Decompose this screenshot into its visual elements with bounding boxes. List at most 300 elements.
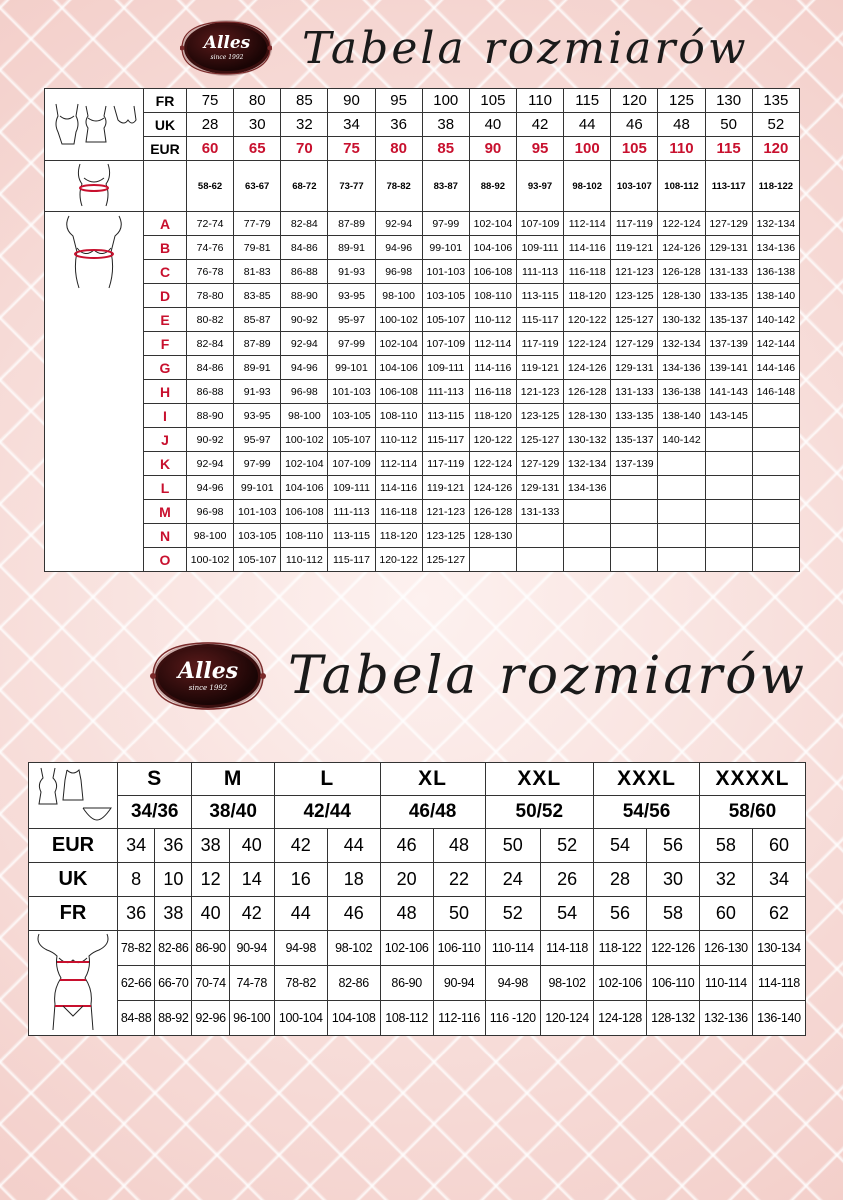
bust-value: 102-104 [469, 212, 516, 236]
bust-value: 136-138 [752, 260, 799, 284]
size-letter: M [192, 763, 274, 796]
bust-value: 127-129 [611, 332, 658, 356]
size-value: 75 [187, 89, 234, 113]
bust-value: 134-136 [658, 356, 705, 380]
size-letter: XXXL [594, 763, 700, 796]
briefs-size-table [28, 762, 806, 1036]
bust-value: 133-135 [705, 284, 752, 308]
size-value: 115 [564, 89, 611, 113]
bust-value: 110-112 [469, 308, 516, 332]
bust-value: 123-125 [516, 404, 563, 428]
bust-value: 100-102 [281, 428, 328, 452]
bust-value: 132-134 [752, 212, 799, 236]
lingerie-icon [48, 98, 140, 148]
cup-row [45, 524, 800, 548]
empty-cell [144, 161, 187, 212]
bust-value: 79-81 [234, 236, 281, 260]
bust-value: 98-100 [281, 404, 328, 428]
measurement-value: 106-110 [433, 931, 485, 966]
size-value: 52 [541, 829, 594, 863]
bust-value: 143-145 [705, 404, 752, 428]
bust-value: 121-123 [422, 500, 469, 524]
size-value: 130 [705, 89, 752, 113]
size-row-eur [29, 829, 806, 863]
bust-value: 134-136 [752, 236, 799, 260]
measurement-value: 124-128 [594, 1001, 647, 1036]
bust-value: 100-102 [375, 308, 422, 332]
bust-value: 108-110 [469, 284, 516, 308]
cup-row [45, 284, 800, 308]
bust-value: 107-109 [328, 452, 375, 476]
bust-value [752, 452, 799, 476]
bust-value [658, 452, 705, 476]
body-measure-icon [33, 932, 113, 1032]
row-label: UK [29, 863, 118, 897]
size-row-uk [29, 863, 806, 897]
measurement-value: 98-102 [541, 966, 594, 1001]
bust-value: 120-122 [375, 548, 422, 572]
section1-title: Tabela rozmiarów [302, 22, 749, 74]
bust-value: 77-79 [234, 212, 281, 236]
bust-value: 84-86 [187, 356, 234, 380]
bust-value: 136-138 [658, 380, 705, 404]
bust-value: 114-116 [469, 356, 516, 380]
section1-header [180, 20, 749, 76]
measurement-value: 66-70 [155, 966, 192, 1001]
bust-value: 132-134 [658, 332, 705, 356]
bust-value: 125-127 [611, 308, 658, 332]
size-value: 65 [234, 137, 281, 161]
bust-value: 111-113 [516, 260, 563, 284]
bust-value: 118-120 [564, 284, 611, 308]
size-value: 14 [229, 863, 274, 897]
bust-value: 126-128 [469, 500, 516, 524]
underbust-value: 78-82 [375, 161, 422, 212]
size-value: 70 [281, 137, 328, 161]
section2-title: Tabela rozmiarów [288, 646, 808, 706]
measurement-value: 136-140 [752, 1001, 805, 1036]
measurement-row [29, 1001, 806, 1036]
cup-row [45, 380, 800, 404]
bust-value: 131-133 [705, 260, 752, 284]
bust-value [752, 548, 799, 572]
size-value: 105 [611, 137, 658, 161]
measurement-row [29, 966, 806, 1001]
bust-value: 104-106 [281, 476, 328, 500]
measurement-value: 84-88 [118, 1001, 155, 1036]
bust-value: 109-111 [328, 476, 375, 500]
bust-value: 92-94 [375, 212, 422, 236]
bust-value: 106-108 [469, 260, 516, 284]
bust-measure-icon [59, 212, 129, 292]
bust-value: 88-90 [281, 284, 328, 308]
cup-label: D [144, 284, 187, 308]
size-value: 20 [380, 863, 433, 897]
measurement-value: 90-94 [433, 966, 485, 1001]
size-value: 38 [192, 829, 229, 863]
bust-value: 128-130 [658, 284, 705, 308]
size-value: 90 [469, 137, 516, 161]
size-value: 36 [375, 113, 422, 137]
bust-value [752, 476, 799, 500]
size-row-fr [29, 897, 806, 931]
cup-label: A [144, 212, 187, 236]
size-value: 46 [380, 829, 433, 863]
bust-value: 95-97 [234, 428, 281, 452]
bust-value: 85-87 [234, 308, 281, 332]
size-value: 115 [705, 137, 752, 161]
bust-value [705, 428, 752, 452]
size-value: 28 [187, 113, 234, 137]
body-pictogram-cell [29, 931, 118, 1036]
bust-value: 84-86 [281, 236, 328, 260]
cup-label: G [144, 356, 187, 380]
size-value: 110 [658, 137, 705, 161]
size-value: 42 [274, 829, 327, 863]
cup-row [45, 500, 800, 524]
bust-value: 105-107 [422, 308, 469, 332]
cup-label: I [144, 404, 187, 428]
measurement-value: 74-78 [229, 966, 274, 1001]
cup-row [45, 212, 800, 236]
bust-value: 101-103 [422, 260, 469, 284]
bust-value: 126-128 [658, 260, 705, 284]
brand-logo-since-2: since 1992 [188, 684, 228, 692]
bust-value: 115-117 [516, 308, 563, 332]
bust-value: 101-103 [328, 380, 375, 404]
bust-value: 74-76 [187, 236, 234, 260]
brand-logo-name-2: Alles [177, 658, 239, 684]
bust-value: 72-74 [187, 212, 234, 236]
underbust-value: 83-87 [422, 161, 469, 212]
bust-value: 141-143 [705, 380, 752, 404]
measurement-value: 70-74 [192, 966, 229, 1001]
bust-value: 102-104 [281, 452, 328, 476]
size-value: 40 [229, 829, 274, 863]
bust-value: 110-112 [375, 428, 422, 452]
bust-value: 93-95 [234, 404, 281, 428]
measurement-value: 82-86 [155, 931, 192, 966]
bust-value: 122-124 [469, 452, 516, 476]
size-value: 56 [647, 829, 700, 863]
bust-value: 132-134 [564, 452, 611, 476]
bust-value: 90-92 [187, 428, 234, 452]
size-value: 22 [433, 863, 485, 897]
bust-value: 107-109 [422, 332, 469, 356]
bust-value: 139-141 [705, 356, 752, 380]
bust-value: 92-94 [281, 332, 328, 356]
bust-value: 129-131 [516, 476, 563, 500]
bust-value: 112-114 [564, 212, 611, 236]
size-value: 62 [752, 897, 805, 931]
size-value: 38 [422, 113, 469, 137]
bust-value [516, 548, 563, 572]
bust-value: 89-91 [328, 236, 375, 260]
size-value: 58 [699, 829, 752, 863]
bust-value: 107-109 [516, 212, 563, 236]
cup-label: E [144, 308, 187, 332]
bust-value: 114-116 [375, 476, 422, 500]
bust-value: 116-118 [375, 500, 422, 524]
bust-value: 117-119 [611, 212, 658, 236]
size-value: 80 [375, 137, 422, 161]
size-row-eur [45, 137, 800, 161]
size-value: 135 [752, 89, 799, 113]
bust-value: 114-116 [564, 236, 611, 260]
bust-value: 112-114 [375, 452, 422, 476]
bust-value: 122-124 [658, 212, 705, 236]
measurement-value: 114-118 [541, 931, 594, 966]
row-label-uk: UK [144, 113, 187, 137]
cup-label: H [144, 380, 187, 404]
size-value: 60 [187, 137, 234, 161]
size-pair: 54/56 [594, 796, 700, 829]
size-value: 42 [229, 897, 274, 931]
size-pair: 58/60 [699, 796, 805, 829]
brand-logo-since: since 1992 [210, 54, 244, 61]
size-value: 12 [192, 863, 229, 897]
size-value: 44 [327, 829, 380, 863]
bust-value: 121-123 [516, 380, 563, 404]
bust-value [658, 500, 705, 524]
bust-value [564, 500, 611, 524]
bust-value: 97-99 [328, 332, 375, 356]
size-value: 40 [469, 113, 516, 137]
size-value: 16 [274, 863, 327, 897]
size-value: 40 [192, 897, 229, 931]
bust-value [611, 524, 658, 548]
size-value: 8 [118, 863, 155, 897]
bust-value: 95-97 [328, 308, 375, 332]
size-value: 34 [118, 829, 155, 863]
size-value: 42 [516, 113, 563, 137]
bust-value: 125-127 [422, 548, 469, 572]
size-value: 120 [611, 89, 658, 113]
measurement-value: 86-90 [380, 966, 433, 1001]
cup-label: F [144, 332, 187, 356]
size-value: 125 [658, 89, 705, 113]
bust-value: 117-119 [516, 332, 563, 356]
bust-value: 106-108 [375, 380, 422, 404]
measurement-value: 62-66 [118, 966, 155, 1001]
size-value: 26 [541, 863, 594, 897]
size-pair: 46/48 [380, 796, 485, 829]
size-letter: L [274, 763, 380, 796]
size-value: 80 [234, 89, 281, 113]
size-value: 105 [469, 89, 516, 113]
row-label-eur: EUR [144, 137, 187, 161]
bust-value: 116-118 [564, 260, 611, 284]
size-value: 95 [375, 89, 422, 113]
bust-value [516, 524, 563, 548]
bust-value: 120-122 [564, 308, 611, 332]
measurement-value: 128-132 [647, 1001, 700, 1036]
measurement-value: 102-106 [380, 931, 433, 966]
bust-value [705, 500, 752, 524]
bust-value: 108-110 [281, 524, 328, 548]
brand-logo-2 [150, 640, 266, 712]
underbust-row [45, 161, 800, 212]
size-value: 50 [433, 897, 485, 931]
bust-value: 117-119 [422, 452, 469, 476]
bust-value: 144-146 [752, 356, 799, 380]
bust-value: 103-105 [234, 524, 281, 548]
size-value: 58 [647, 897, 700, 931]
size-value: 75 [328, 137, 375, 161]
size-value: 100 [422, 89, 469, 113]
bust-value: 98-100 [375, 284, 422, 308]
size-value: 10 [155, 863, 192, 897]
bust-value: 93-95 [328, 284, 375, 308]
bust-value: 76-78 [187, 260, 234, 284]
bust-value [564, 524, 611, 548]
bust-value [611, 476, 658, 500]
underbust-value: 108-112 [658, 161, 705, 212]
bust-value: 137-139 [705, 332, 752, 356]
bust-value [658, 476, 705, 500]
bust-value: 86-88 [187, 380, 234, 404]
bust-value: 101-103 [234, 500, 281, 524]
bust-value [611, 548, 658, 572]
bust-value: 91-93 [234, 380, 281, 404]
size-letter-row [29, 763, 806, 796]
measurement-value: 130-134 [752, 931, 805, 966]
bust-value: 129-131 [611, 356, 658, 380]
size-value: 30 [647, 863, 700, 897]
underbust-value: 93-97 [516, 161, 563, 212]
bust-value: 115-117 [328, 548, 375, 572]
size-value: 120 [752, 137, 799, 161]
bust-value [611, 500, 658, 524]
bust-value: 100-102 [187, 548, 234, 572]
bust-value: 83-85 [234, 284, 281, 308]
size-value: 85 [281, 89, 328, 113]
bust-value: 96-98 [375, 260, 422, 284]
underbust-value: 98-102 [564, 161, 611, 212]
measurement-value: 78-82 [274, 966, 327, 1001]
size-value: 54 [541, 897, 594, 931]
size-value: 52 [752, 113, 799, 137]
bust-value: 118-120 [469, 404, 516, 428]
bust-value: 96-98 [281, 380, 328, 404]
bust-value: 99-101 [328, 356, 375, 380]
underbust-value: 73-77 [328, 161, 375, 212]
size-row-uk [45, 113, 800, 137]
size-pair: 42/44 [274, 796, 380, 829]
bust-value: 92-94 [187, 452, 234, 476]
size-letter: XL [380, 763, 485, 796]
bust-value [658, 524, 705, 548]
bust-value: 102-104 [375, 332, 422, 356]
measurement-value: 86-90 [192, 931, 229, 966]
measurement-value: 90-94 [229, 931, 274, 966]
cup-label: K [144, 452, 187, 476]
bust-value: 127-129 [516, 452, 563, 476]
size-value: 48 [658, 113, 705, 137]
cup-row [45, 452, 800, 476]
bust-value: 118-120 [375, 524, 422, 548]
size-value: 44 [274, 897, 327, 931]
bust-value: 105-107 [234, 548, 281, 572]
size-value: 32 [699, 863, 752, 897]
cup-label: O [144, 548, 187, 572]
bust-value: 97-99 [234, 452, 281, 476]
lingerie-pictogram-cell [45, 89, 144, 161]
row-label: FR [29, 897, 118, 931]
size-value: 48 [433, 829, 485, 863]
bust-value: 103-105 [328, 404, 375, 428]
size-value: 54 [594, 829, 647, 863]
bust-value: 99-101 [422, 236, 469, 260]
size-value: 50 [485, 829, 541, 863]
size-value: 34 [752, 863, 805, 897]
bust-value: 109-111 [516, 236, 563, 260]
bust-value: 120-122 [469, 428, 516, 452]
cup-label: M [144, 500, 187, 524]
bust-value: 86-88 [281, 260, 328, 284]
bust-value: 123-125 [422, 524, 469, 548]
size-value: 18 [327, 863, 380, 897]
row-label: EUR [29, 829, 118, 863]
bust-value: 140-142 [752, 308, 799, 332]
bust-value: 113-115 [516, 284, 563, 308]
bust-value: 103-105 [422, 284, 469, 308]
measurement-value: 110-114 [485, 931, 541, 966]
section2-header [150, 640, 807, 712]
underbust-value: 113-117 [705, 161, 752, 212]
cup-row [45, 476, 800, 500]
size-pair: 50/52 [485, 796, 594, 829]
brand-logo-name: Alles [203, 33, 251, 53]
bust-value: 87-89 [328, 212, 375, 236]
measurement-value: 82-86 [327, 966, 380, 1001]
bust-value: 124-126 [564, 356, 611, 380]
bust-value: 128-130 [564, 404, 611, 428]
bust-value [705, 548, 752, 572]
measurement-value: 94-98 [274, 931, 327, 966]
bust-value: 96-98 [187, 500, 234, 524]
underbust-value: 103-107 [611, 161, 658, 212]
bust-value: 133-135 [611, 404, 658, 428]
bust-value: 115-117 [422, 428, 469, 452]
size-pair: 34/36 [118, 796, 192, 829]
bust-value [658, 548, 705, 572]
bust-value: 138-140 [752, 284, 799, 308]
bust-value: 127-129 [705, 212, 752, 236]
bust-value: 89-91 [234, 356, 281, 380]
bust-value: 82-84 [281, 212, 328, 236]
bust-value: 116-118 [469, 380, 516, 404]
brand-logo [180, 20, 272, 76]
measurement-value: 92-96 [192, 1001, 229, 1036]
bust-value: 113-115 [328, 524, 375, 548]
size-letter: XXL [485, 763, 594, 796]
cup-row [45, 308, 800, 332]
bust-value: 125-127 [516, 428, 563, 452]
bust-value: 104-106 [469, 236, 516, 260]
bust-value: 138-140 [658, 404, 705, 428]
bust-value: 126-128 [564, 380, 611, 404]
top-briefs-icon [33, 764, 113, 822]
cup-label: J [144, 428, 187, 452]
measurement-value: 88-92 [155, 1001, 192, 1036]
measurement-value: 106-110 [647, 966, 700, 1001]
underbust-value: 68-72 [281, 161, 328, 212]
size-value: 90 [328, 89, 375, 113]
underbust-value: 63-67 [234, 161, 281, 212]
size-value: 24 [485, 863, 541, 897]
cup-row [45, 356, 800, 380]
